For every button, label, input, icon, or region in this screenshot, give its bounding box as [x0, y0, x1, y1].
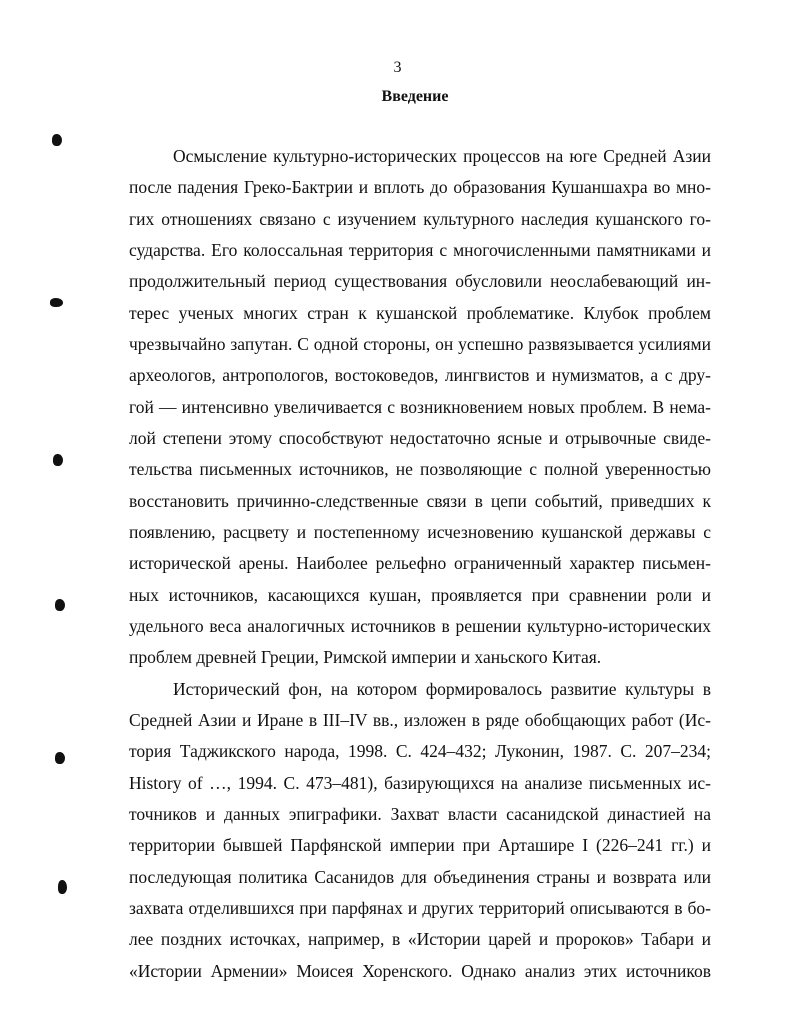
text-line: территории бывшей Парфянской империи при Арташире I (226–241 гг.) и: [129, 835, 711, 856]
text-line: продолжительный период существования обусловили неослабевающий ин-: [129, 271, 711, 292]
text-line: археологов, антропологов, востоковедов, лингвистов и нумизматов, а с дру-: [129, 365, 711, 386]
text-line: точников и данных эпиграфики. Захват власти сасанидской династией на: [129, 803, 711, 824]
binding-mark: [55, 599, 65, 611]
binding-mark: [58, 880, 67, 894]
binding-mark: [52, 134, 62, 146]
binding-mark: [55, 752, 65, 764]
text-line: гой — интенсивно увеличивается с возникновением новых проблем. В нема-: [129, 396, 711, 417]
text-line: «Истории Армении» Моисея Хоренского. Однако анализ этих источников: [129, 960, 711, 981]
text-line: восстановить причинно-следственные связи в цепи событий, приведших к: [129, 490, 711, 511]
text-line: Исторический фон, на котором формировалось развитие культуры в: [173, 678, 711, 699]
text-line: появлению, расцвету и постепенному исчезновению кушанской державы с: [129, 521, 711, 542]
section-heading: Введение: [381, 88, 449, 105]
text-line: гих отношениях связано с изучением культурного наследия кушанского го-: [129, 208, 711, 229]
text-line: исторической арены. Наиболее рельефно ограниченный характер письмен-: [129, 553, 711, 574]
text-line: проблем древней Греции, Римской империи и ханьского Китая.: [129, 647, 602, 668]
page-number: 3: [393, 59, 402, 76]
text-line: тория Таджикского народа, 1998. С. 424–432; Луконин, 1987. С. 207–234;: [129, 741, 711, 762]
text-line: History of …, 1994. С. 473–481), базирующихся на анализе письменных ис-: [129, 772, 711, 793]
text-line: терес ученых многих стран к кушанской проблематике. Клубок проблем: [129, 302, 711, 323]
text-line: после падения Греко-Бактрии и вплоть до образования Кушаншахра во мно-: [129, 177, 711, 198]
text-line: последующая политика Сасанидов для объединения страны и возврата или: [129, 866, 711, 887]
text-line: сударства. Его колоссальная территория с многочисленными памятниками и: [129, 239, 711, 260]
text-line: захвата отделившихся при парфянах и других территорий описываются в бо-: [129, 897, 711, 918]
text-line: тельства письменных источников, не позволяющие с полной уверенностью: [129, 459, 711, 480]
text-line: ных источников, касающихся кушан, проявляется при сравнении роли и: [129, 584, 711, 605]
binding-mark: [50, 298, 63, 307]
text-line: лой степени этому способствуют недостаточно ясные и отрывочные свиде-: [129, 427, 711, 448]
text-line: удельного веса аналогичных источников в решении культурно-исторических: [129, 615, 711, 636]
text-line: Средней Азии и Иране в III–IV вв., изложен в ряде обобщающих работ (Ис-: [129, 709, 711, 730]
text-line: Осмысление культурно-исторических процессов на юге Средней Азии: [173, 146, 711, 166]
binding-mark: [53, 454, 63, 466]
text-line: чрезвычайно запутан. С одной стороны, он успешно развязывается усилиями: [129, 333, 711, 354]
text-line: лее поздних источках, например, в «Истории царей и пророков» Табари и: [129, 929, 711, 950]
body-text: [129, 141, 711, 987]
